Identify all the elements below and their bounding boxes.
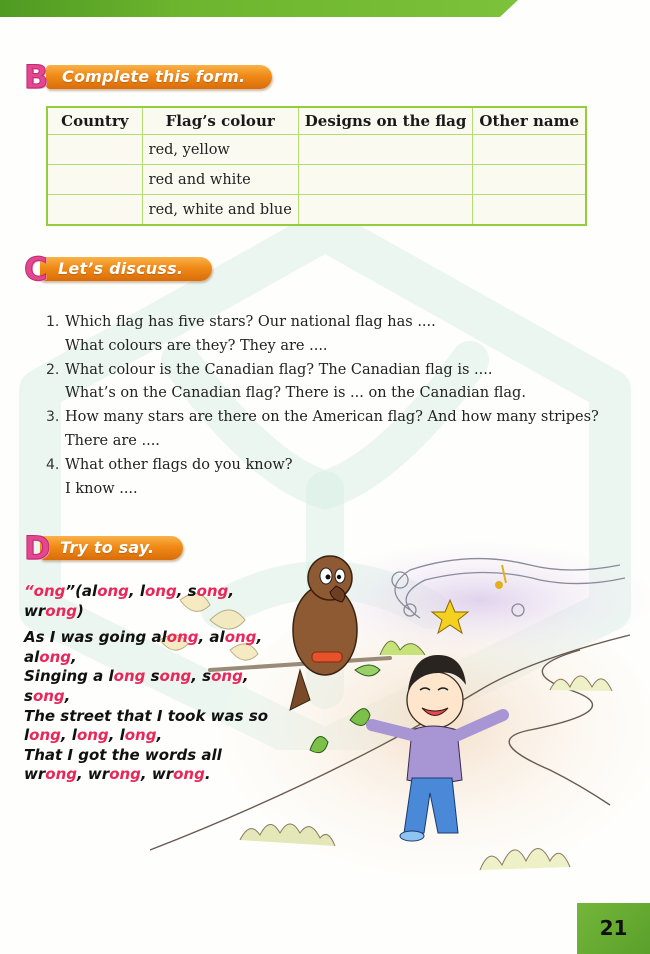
question-text: What colour is the Canadian flag? The Canadian flag is ....	[65, 361, 493, 378]
section-c-title: Let’s discuss.	[58, 259, 184, 278]
section-b-header	[24, 58, 274, 96]
cell-other-name[interactable]	[473, 135, 586, 165]
cell-country[interactable]	[47, 165, 142, 195]
cell-country[interactable]	[47, 195, 142, 226]
section-c-letter: C	[24, 250, 48, 288]
question-text: What other flags do you know?	[65, 456, 293, 473]
table-row	[47, 195, 586, 226]
question-number: 3.	[46, 409, 60, 426]
section-b-letter: B	[24, 58, 49, 96]
top-green-bar	[0, 0, 518, 17]
poem-verse: As I was going along, along, along, Singing a long song, song, song, The street that I took was so long, long, long, That I got the words all wrong, wrong, wrong.	[24, 628, 269, 784]
cell-other-name[interactable]	[473, 195, 586, 226]
page-number-box	[577, 903, 650, 954]
question-item	[46, 454, 606, 502]
cell-designs[interactable]	[298, 195, 473, 226]
page-number: 21	[599, 916, 628, 940]
answer-prompt: I know ....	[65, 480, 138, 497]
cell-flag-colour: red, white and blue	[142, 195, 298, 226]
question-number: 4.	[46, 456, 60, 473]
col-header-flag-colour: Flag’s colour	[142, 107, 298, 135]
question-text: Which flag has five stars? Our national flag has ....	[65, 314, 436, 330]
tongue-twister-poem	[24, 582, 274, 792]
cell-other-name[interactable]	[473, 165, 586, 195]
table-row	[47, 135, 586, 165]
section-c-header	[24, 250, 214, 288]
question-number: 2.	[46, 361, 60, 378]
flag-form-table	[46, 106, 587, 226]
question-item	[46, 311, 606, 359]
section-d-title: Try to say.	[60, 538, 155, 557]
col-header-designs: Designs on the flag	[298, 107, 473, 135]
answer-prompt: There are ....	[65, 432, 160, 449]
table-row	[47, 165, 586, 195]
question-number: 1.	[46, 314, 60, 330]
section-d-letter: D	[24, 529, 51, 567]
col-header-country: Country	[47, 107, 142, 135]
question-item	[46, 406, 606, 454]
table-header-row	[47, 107, 586, 135]
cell-designs[interactable]	[298, 135, 473, 165]
section-b-title: Complete this form.	[62, 67, 246, 86]
answer-prompt: What’s on the Canadian flag? There is ... on the Canadian flag.	[65, 385, 526, 402]
cell-flag-colour: red and white	[142, 165, 298, 195]
poem-intro: “ong”(along, long, song, wrong)	[24, 582, 235, 620]
question-text: How many stars are there on the American flag? And how many stripes?	[65, 409, 599, 426]
discussion-questions	[46, 311, 606, 501]
col-header-other-name: Other name	[473, 107, 586, 135]
section-b-title-pill	[46, 65, 272, 89]
question-item	[46, 359, 606, 407]
cell-flag-colour: red, yellow	[142, 135, 298, 165]
cell-designs[interactable]	[298, 165, 473, 195]
cell-country[interactable]	[47, 135, 142, 165]
answer-prompt: What colours are they? They are ....	[65, 337, 328, 354]
section-c-title-pill	[40, 257, 212, 281]
